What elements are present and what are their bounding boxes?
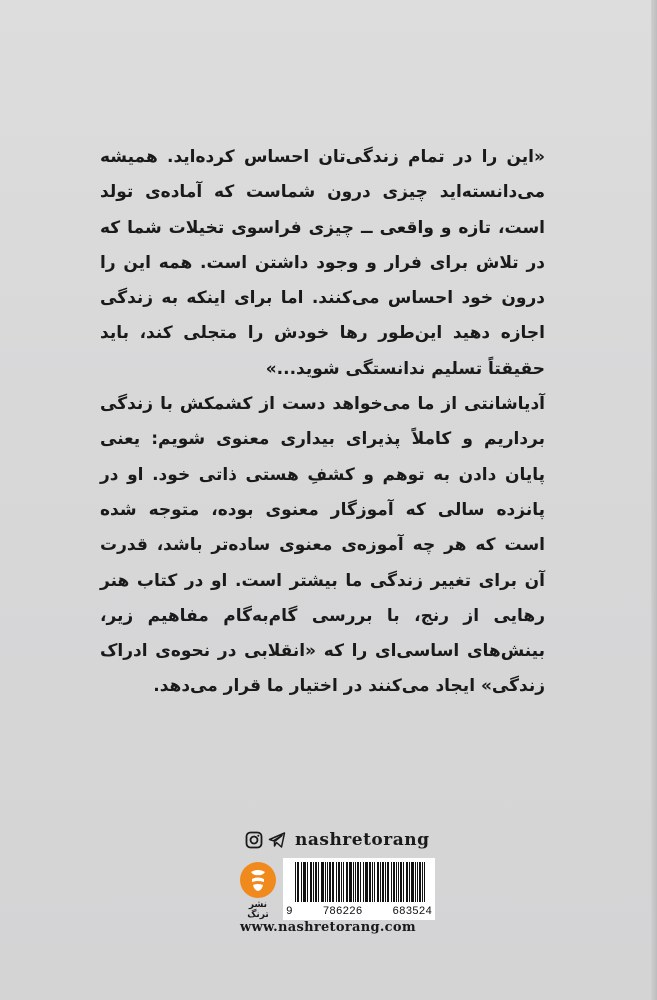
barcode-bar (325, 862, 326, 902)
barcode-bar (322, 862, 323, 902)
barcode-bar (358, 862, 359, 902)
barcode-bar (363, 862, 364, 902)
barcode-bar (378, 862, 379, 902)
barcode-bar (382, 862, 383, 902)
barcode-bar (297, 862, 298, 902)
barcode-bar (338, 862, 339, 902)
barcode-bar (333, 862, 334, 902)
publisher-logo-mark (240, 862, 276, 898)
barcode-bar (394, 862, 395, 902)
telegram-icon[interactable] (268, 831, 286, 849)
barcode-bar (360, 862, 361, 902)
barcode-bar (295, 862, 296, 902)
instagram-icon[interactable] (245, 831, 263, 849)
barcode-bar (336, 862, 337, 902)
barcode-bar (346, 862, 347, 902)
social-handle[interactable]: nashretorang (295, 830, 430, 850)
barcode-bar (310, 862, 311, 902)
publisher-name: نشر ترنگ (247, 900, 269, 920)
isbn-digits-group-2: 683524 (392, 906, 432, 918)
isbn-barcode (283, 858, 435, 920)
barcode-bar (321, 862, 322, 902)
barcode-bar (369, 862, 370, 902)
barcode-bar (374, 862, 375, 902)
barcode-bar (304, 862, 305, 902)
barcode-bar (349, 862, 350, 902)
barcode-bar (388, 862, 389, 902)
barcode-bar (341, 862, 342, 902)
barcode-bar (400, 862, 401, 902)
barcode-bar (424, 862, 425, 902)
barcode-bar (396, 862, 397, 902)
barcode-bar (387, 862, 388, 902)
blurb-quote: «این را در تمام زندگی‌تان احساس کرده‌اید. همیشه می‌دانسته‌اید چیزی درون شماست که آماده‌ی تولد است، تازه و واقعی ــ چیزی فراسوی تخیلات شما که در تلاش برای فرار و وجود داشتن است. همه این را درون خود احساس می‌کنند. اما برای اینکه به زندگی اجازه دهید این‌طور رها خودش را متجلی کند، باید حقیقتاً تسلیم ندانستگی شوید...» (100, 147, 545, 379)
barcode-bar (422, 862, 423, 902)
barcode-bar (393, 862, 394, 902)
barcode-bar (357, 862, 358, 902)
barcode-bar (303, 862, 304, 902)
barcode-bar (307, 862, 308, 902)
barcode-bar (415, 862, 416, 902)
barcode-bar (419, 862, 420, 902)
isbn-number (283, 906, 435, 918)
barcode-bar (318, 862, 319, 902)
barcode-bar (323, 862, 324, 902)
barcode-bar (403, 862, 404, 902)
barcode-bar (401, 862, 402, 902)
publisher-website[interactable]: www.nashretorang.com (240, 920, 416, 935)
barcode-bar (370, 862, 371, 902)
back-cover-blurb (100, 140, 545, 705)
social-media (245, 828, 430, 852)
barcode-bar (420, 862, 421, 902)
isbn-prefix-digit: 9 (286, 906, 293, 918)
barcode-bar (311, 862, 312, 902)
barcode-bar (380, 862, 381, 902)
barcode-bar (315, 862, 316, 902)
barcode-bar (329, 862, 330, 902)
barcode-bar (383, 862, 384, 902)
barcode-bar (330, 862, 331, 902)
blurb-description: آدیاشانتی از ما می‌خواهد دست از کشمکش با زندگی برداریم و کاملاً پذیرای بیداری معنوی شویم: یعنی پایان دادن به توهم و کشفِ هستی ذاتی خود. او در پانزده سالی که آموزگار معنوی بوده، متوجه شده است که هر چه آموزه‌ی معنوی ساده‌تر باشد، قدرت آن برای تغییر زندگی ما بیشتر است. او در کتاب هنر رهایی از رنج، با بررسی گام‌به‌گام مفاهیم زیر، بینش‌های اساسی‌ای را که «انقلابی در نحوه‌ی ادراک زندگی» ایجاد می‌کنند در اختیار ما قرار می‌دهد. (100, 394, 545, 697)
barcode-bar (355, 862, 356, 902)
barcode-bar (353, 862, 354, 902)
barcode-bar (391, 862, 392, 902)
barcode-bar (347, 862, 348, 902)
barcode-bar (313, 862, 314, 902)
barcode-bar (385, 862, 386, 902)
barcode-bar (350, 862, 351, 902)
barcode-bar (343, 862, 344, 902)
barcode-bar (298, 862, 299, 902)
barcode-bar (372, 862, 373, 902)
barcode-bar (366, 862, 367, 902)
barcode-bar (417, 862, 418, 902)
barcode-bar (377, 862, 378, 902)
barcode-bar (327, 862, 328, 902)
barcode-bar (339, 862, 340, 902)
barcode-bar (407, 862, 408, 902)
barcode-bar (365, 862, 366, 902)
barcode-bar (351, 862, 352, 902)
barcode-bar (409, 862, 410, 902)
barcode-bar (412, 862, 413, 902)
barcode-bar (406, 862, 407, 902)
barcode-bar (367, 862, 368, 902)
barcode-bar (398, 862, 399, 902)
barcode-bar (301, 862, 302, 902)
barcode-bar (411, 862, 412, 902)
barcode-bar (316, 862, 317, 902)
cover-edge (651, 0, 657, 1000)
barcode-bar (413, 862, 414, 902)
publisher-logo (240, 862, 276, 920)
barcode-bar (305, 862, 306, 902)
barcode-bar (332, 862, 333, 902)
isbn-digits-group-1: 786226 (322, 906, 363, 918)
